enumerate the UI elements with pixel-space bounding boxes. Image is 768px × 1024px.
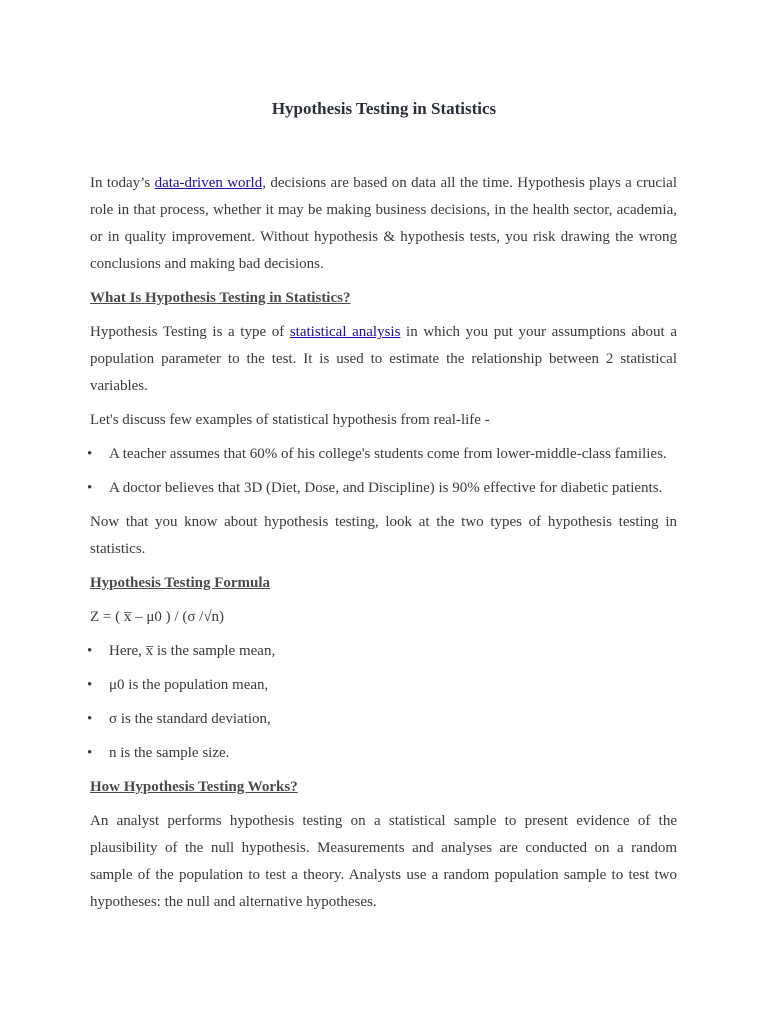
formula-text: Z = ( x̅ – μ0 ) / (σ /√n)	[90, 609, 225, 625]
intro-prefix: In today’s	[90, 175, 155, 191]
bullet-icon: •	[87, 745, 93, 761]
formula-term-text: σ is the standard deviation,	[109, 711, 271, 727]
bullet-icon: •	[87, 643, 93, 659]
bullet-icon: •	[87, 711, 93, 727]
list-item	[87, 475, 677, 502]
how-it-works-paragraph: An analyst performs hypothesis testing on a statistical sample to present evidence of the plausibility of the null hypothesis. Measurements and analyses are conducted on a random sample of the population to test a theory. Analysts use a random population sample to test two hypotheses: the null and alternative hypotheses.	[90, 813, 677, 910]
list-item	[87, 638, 677, 665]
section-heading-formula: Hypothesis Testing Formula	[90, 575, 271, 591]
bullet-icon: •	[87, 446, 93, 462]
examples-list	[87, 441, 677, 502]
statistical-analysis-link[interactable]: statistical analysis	[289, 324, 401, 340]
definition-paragraph	[90, 319, 677, 400]
bullet-icon: •	[87, 677, 93, 693]
definition-suffix: in which you put your assumptions about a population parameter to the test. It is used to estimate the relationship between 2 statistical variables.	[90, 324, 677, 394]
document-body	[87, 170, 678, 923]
page-title: Hypothesis Testing in Statistics	[271, 99, 497, 118]
formula-terms-list	[87, 638, 677, 767]
list-item	[87, 441, 677, 468]
definition-prefix: Hypothesis Testing is a type of	[90, 324, 290, 340]
formula-term-text: μ0 is the population mean,	[109, 677, 269, 693]
list-item	[87, 740, 677, 767]
formula-term-text: Here, x̅ is the sample mean,	[109, 643, 276, 659]
examples-intro: Let's discuss few examples of statistical hypothesis from real-life -	[90, 412, 490, 428]
intro-paragraph	[90, 170, 677, 278]
section-heading-how-it-works: How Hypothesis Testing Works?	[90, 779, 298, 795]
transition-paragraph: Now that you know about hypothesis testing, look at the two types of hypothesis testing in statistics.	[90, 514, 677, 557]
example-text: A teacher assumes that 60% of his college's students come from lower-middle-class families.	[109, 446, 667, 462]
data-driven-world-link[interactable]: data-driven world	[154, 175, 263, 191]
bullet-icon: •	[87, 480, 93, 496]
list-item	[87, 706, 677, 733]
example-text: A doctor believes that 3D (Diet, Dose, and Discipline) is 90% effective for diabetic patients.	[109, 480, 663, 496]
section-heading-what-is: What Is Hypothesis Testing in Statistics?	[90, 290, 351, 306]
intro-suffix: , decisions are based on data all the time. Hypothesis plays a crucial role in that process, whether it may be making business decisions, in the health sector, academia, or in quality improvement. Without hypothesis & hypothesis tests, you risk drawing the wrong conclusions and making bad decisions.	[90, 175, 678, 272]
formula-term-text: n is the sample size.	[109, 745, 230, 761]
list-item	[87, 672, 677, 699]
